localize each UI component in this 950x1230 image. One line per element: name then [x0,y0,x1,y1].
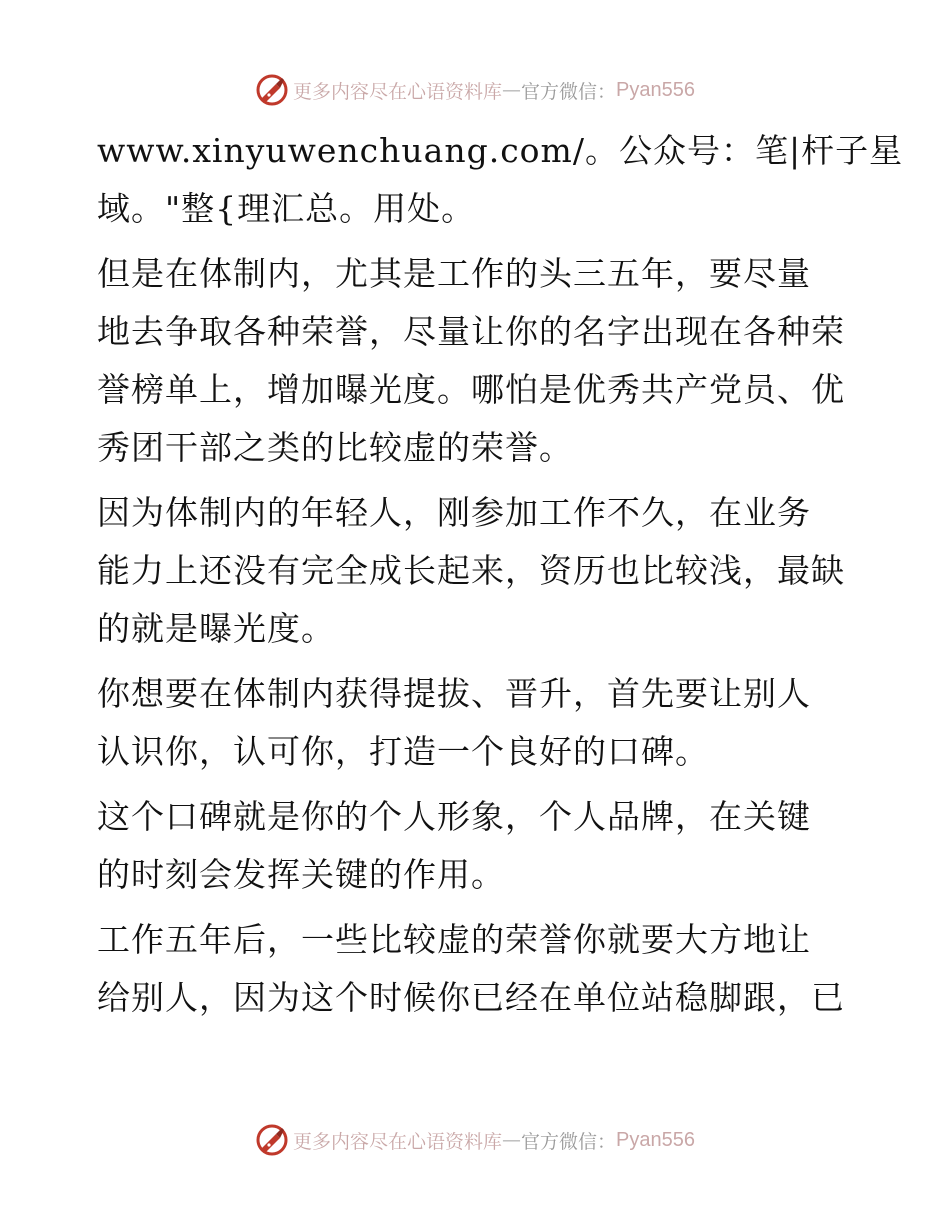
text-line: 能力上还没有完全成长起来，资历也比较浅，最缺 [97,551,845,590]
text-line: 誉榜单上，增加曝光度。哪怕是优秀共产党员、优 [97,370,845,409]
text-line: 的时刻会发挥关键的作用。 [97,855,505,894]
text-line: 秀团干部之类的比较虚的荣誉。 [97,428,573,467]
text-line: 地去争取各种荣誉，尽量让你的名字出现在各种荣 [97,312,845,351]
banner-wechat-id: Pyan556 [616,1128,695,1151]
paragraph-6 [97,911,857,1027]
banner-wechat-label: 官方微信： [521,80,617,103]
banner-separator: — [502,1129,522,1151]
footer-banner [0,1120,950,1160]
paragraph-4 [97,665,857,781]
banner-slogan: 更多内容尽在心语资料库 [293,1130,503,1153]
pen-nib-logo-icon [255,73,289,107]
paragraph-2 [97,245,857,477]
banner-wechat-id: Pyan556 [616,78,695,101]
text-line: 的就是曝光度。 [97,609,335,648]
text-line: 工作五年后，一些比较虚的荣誉你就要大方地让 [97,920,811,959]
banner-slogan: 更多内容尽在心语资料库 [293,80,503,103]
pen-nib-logo-icon [255,1123,289,1157]
text-line: 这个口碑就是你的个人形象，个人品牌，在关键 [97,797,811,836]
text-line: 认识你，认可你，打造一个良好的口碑。 [97,732,709,771]
header-banner [0,70,950,110]
text-line: 域。"整{理汇总。用处。 [97,189,476,228]
paragraph-5 [97,788,857,904]
text-line: 你想要在体制内获得提拔、晋升，首先要让别人 [97,674,811,713]
document-body [97,122,904,1034]
text-line: 因为体制内的年轻人，刚参加工作不久，在业务 [97,493,811,532]
text-line: www.xinyuwenchuang.com/。公众号：笔|杆子星 [97,131,904,170]
banner-wechat-label: 官方微信： [521,1130,617,1153]
paragraph-1 [97,122,904,238]
paragraph-3 [97,484,857,658]
banner-separator: — [502,79,522,101]
text-line: 给别人，因为这个时候你已经在单位站稳脚跟，已 [97,978,845,1017]
text-line: 但是在体制内，尤其是工作的头三五年，要尽量 [97,254,811,293]
